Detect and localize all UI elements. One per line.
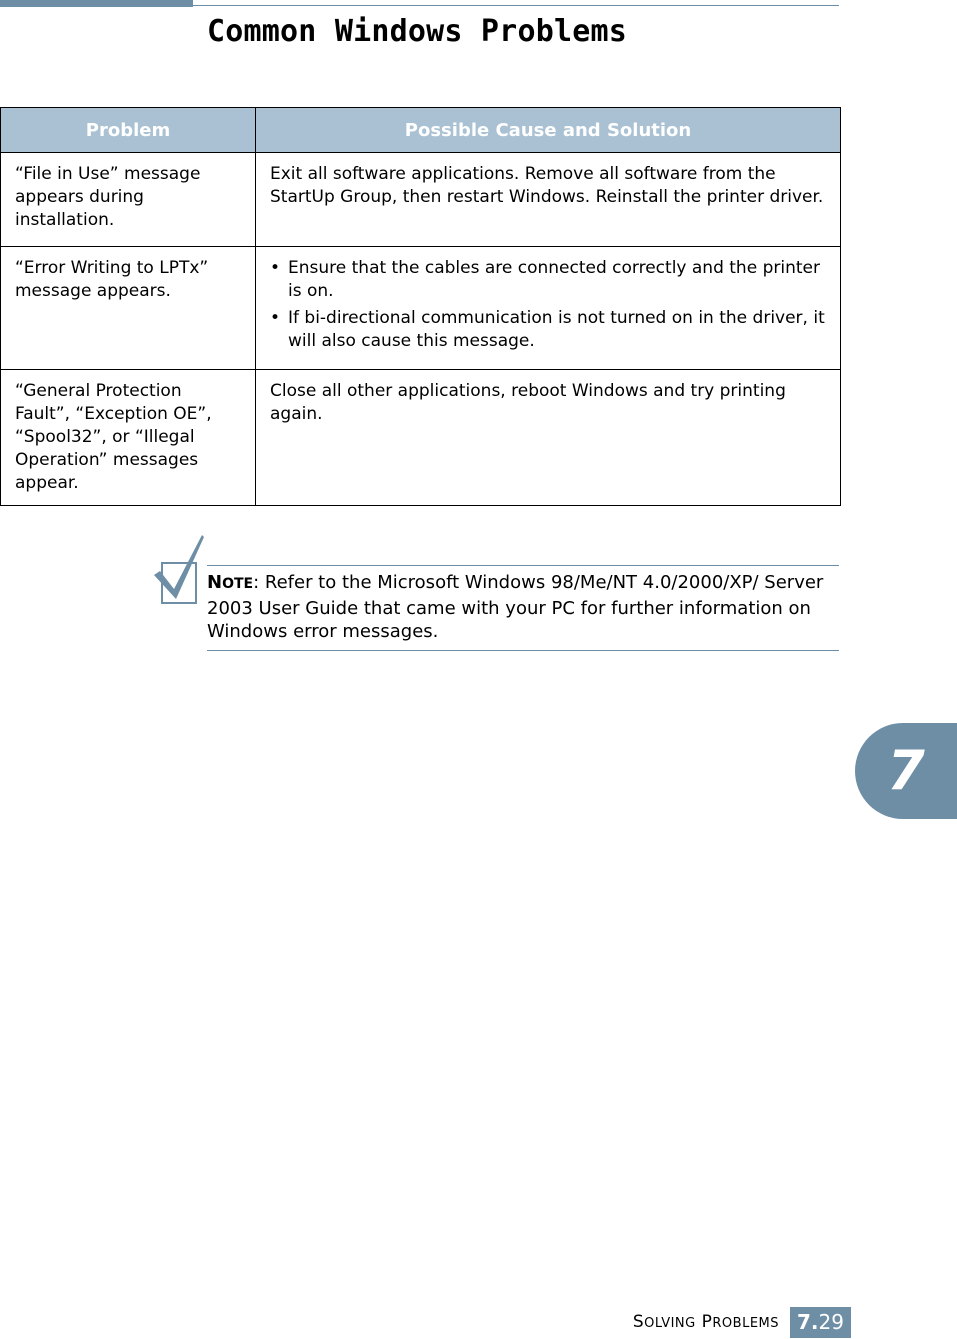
table-header-row <box>1 108 841 153</box>
page-title: Common Windows Problems <box>207 14 628 49</box>
page-chapter: 7. <box>797 1310 819 1334</box>
top-rule-line <box>193 5 839 6</box>
table-row <box>1 370 841 506</box>
top-rule-accent <box>0 0 193 7</box>
bullet-item: • If bi-directional communication is not turned on in the driver, it will also cause this message. <box>270 307 828 353</box>
chapter-tab-number: 7 <box>887 739 925 802</box>
problem-cell: “File in Use” message appears during installation. <box>1 153 256 247</box>
page-number-badge <box>790 1307 851 1338</box>
problem-cell: “General Protection Fault”, “Exception OE”, “Spool32”, or “Illegal Operation” messages appear. <box>1 370 256 506</box>
problems-table <box>0 107 841 506</box>
cause-cell: Close all other applications, reboot Windows and try printing again. <box>256 370 841 506</box>
note-label: NOTE <box>207 572 254 593</box>
cause-cell <box>256 247 841 370</box>
cause-cell: Exit all software applications. Remove all software from the StartUp Group, then restart Windows. Reinstall the printer driver. <box>256 153 841 247</box>
header-problem: Problem <box>1 108 256 153</box>
checkmark-note-icon <box>152 533 206 605</box>
footer-section-title: SOLVING PROBLEMS <box>632 1312 779 1332</box>
table-row <box>1 247 841 370</box>
bullet-item: • Ensure that the cables are connected correctly and the printer is on. <box>270 257 828 303</box>
note-rule-top <box>207 565 839 566</box>
note-body: : Refer to the Microsoft Windows 98/Me/NT 4.0/2000/XP/ Server 2003 User Guide that came with your PC for further information on Windows error messages. <box>207 572 824 642</box>
page-number: 29 <box>818 1310 844 1334</box>
problem-cell: “Error Writing to LPTx” message appears. <box>1 247 256 370</box>
note-text <box>207 571 827 644</box>
header-cause-solution: Possible Cause and Solution <box>256 108 841 153</box>
note-rule-bottom <box>207 650 839 651</box>
solution-bullet-list <box>270 257 828 353</box>
table-row <box>1 153 841 247</box>
